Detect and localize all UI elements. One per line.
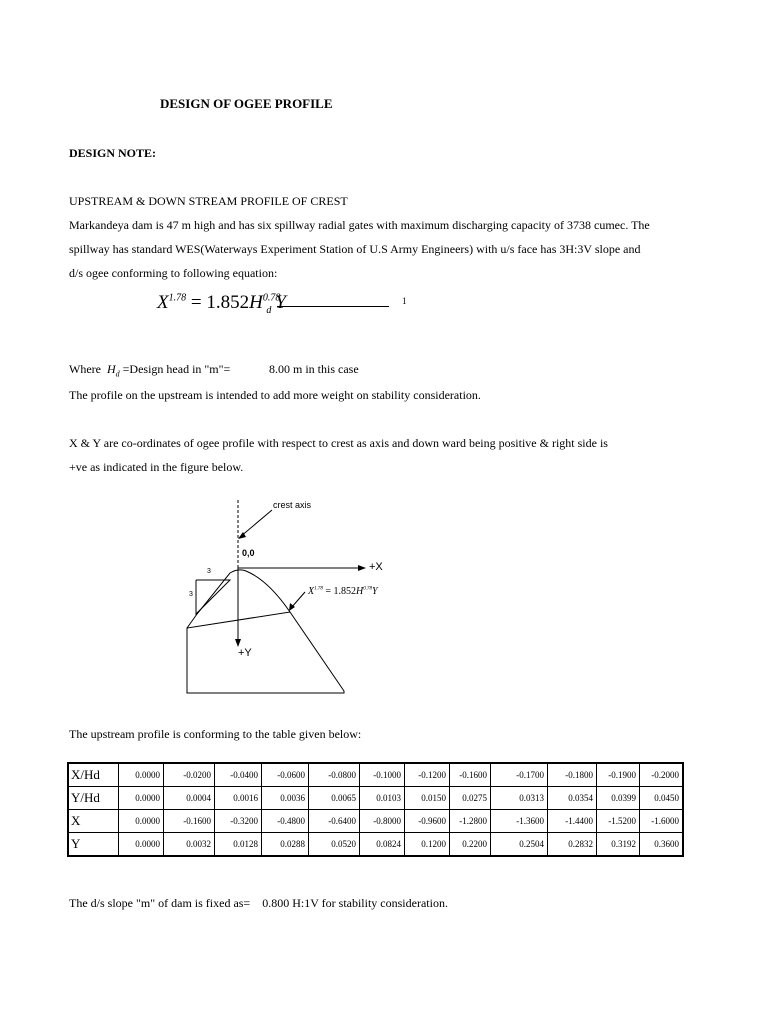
table-cell: -0.8000 [360,810,405,833]
row-label: X/Hd [68,763,119,787]
section-heading: UPSTREAM & DOWN STREAM PROFILE OF CREST [69,194,348,208]
table-intro: The upstream profile is conforming to the table given below: [69,727,362,741]
table-cell: -0.1000 [360,763,405,787]
table-cell: -1.2800 [450,810,491,833]
design-head-line: Where $H_d$ =Design head in "m"= [69,362,231,379]
table-cell: 0.0032 [164,833,215,857]
table-cell: 0.0520 [309,833,360,857]
row-label: Y/Hd [68,787,119,810]
row-label: X [68,810,119,833]
table-cell: 0.0128 [215,833,262,857]
slope-triangle [196,580,230,614]
coord-text-line-1: X & Y are co-ordinates of ogee profile with respect to crest as axis and down ward being positive & right side is [69,436,608,450]
table-cell: -0.4800 [262,810,309,833]
table-cell: 0.2504 [491,833,548,857]
table-cell: -0.0400 [215,763,262,787]
table-cell: -0.0600 [262,763,309,787]
table-cell: 0.0000 [119,810,164,833]
table-cell: -0.1700 [491,763,548,787]
crest-axis-leader [240,510,272,537]
slope-v-label: 3 [189,591,193,598]
table-cell: -0.1800 [548,763,597,787]
table-row [68,810,683,833]
table-cell: 0.0065 [309,787,360,810]
plus-x-label: +X [369,561,383,573]
coord-text-line-2: +ve as indicated in the figure below. [69,460,244,474]
table-cell: -0.1200 [405,763,450,787]
table-cell: 0.0000 [119,833,164,857]
table-cell: -0.0200 [164,763,215,787]
table-cell: 0.0150 [405,787,450,810]
table-cell: 0.0275 [450,787,491,810]
table-cell: -0.0800 [309,763,360,787]
table-cell: 0.1200 [405,833,450,857]
table-cell: 0.0399 [597,787,640,810]
crest-axis-label: crest axis [273,500,312,510]
table-cell: -1.4400 [548,810,597,833]
upstream-note: The profile on the upstream is intended to add more weight on stability consideration. [69,388,481,402]
table-cell: 0.0103 [360,787,405,810]
table-cell: 0.0450 [640,787,684,810]
table-cell: -0.2000 [640,763,684,787]
table-cell: -1.5200 [597,810,640,833]
design-head-value: 8.00 m in this case [269,362,359,376]
slope-h-label: 3 [207,568,211,575]
paragraph-line-2: spillway has standard WES(Waterways Experiment Station of U.S Army Engineers) with u/s face has 3H:3V slope and [69,242,641,256]
slope-line: The d/s slope "m" of dam is fixed as= 0.800 H:1V for stability consideration. [69,896,448,910]
table-cell: 0.0824 [360,833,405,857]
table-cell: 0.0313 [491,787,548,810]
table-cell: -1.6000 [640,810,684,833]
table-cell: -0.9600 [405,810,450,833]
table-cell: -0.1600 [164,810,215,833]
y-axis-arrowhead [235,639,241,647]
figure-equation: $X^{1.78} = 1.852H^{0.78}Y$ [308,586,378,597]
origin-label: 0,0 [242,548,255,558]
table-cell: 0.0036 [262,787,309,810]
table-cell: -0.6400 [309,810,360,833]
row-label: Y [68,833,119,857]
ogee-equation: $X^{1.78} = 1.852H^{0.78}_d$ Y [157,292,286,316]
x-axis-arrowhead [358,565,366,571]
table-cell: 0.2832 [548,833,597,857]
dam-outline [187,612,344,693]
table-cell: 0.3600 [640,833,684,857]
table-row [68,833,683,857]
table-cell: -1.3600 [491,810,548,833]
page-title: DESIGN OF OGEE PROFILE [160,96,333,111]
table-cell: 0.0354 [548,787,597,810]
table-cell: 0.0000 [119,787,164,810]
paragraph-line-1: Markandeya dam is 47 m high and has six spillway radial gates with maximum discharging capacity of 3738 cumec. The [69,218,650,232]
upstream-profile-table [67,762,684,857]
table-cell: 0.0288 [262,833,309,857]
table-cell: 0.0004 [164,787,215,810]
table-row [68,763,683,787]
table-cell: 0.3192 [597,833,640,857]
plus-y-label: +Y [238,647,252,659]
table-cell: -0.3200 [215,810,262,833]
table-cell: 0.2200 [450,833,491,857]
table-cell: 0.0016 [215,787,262,810]
equation-number: 1 [402,296,407,306]
table-cell: -0.1600 [450,763,491,787]
design-note-heading: DESIGN NOTE: [69,146,157,160]
table-row [68,787,683,810]
table-cell: 0.0000 [119,763,164,787]
paragraph-line-3: d/s ogee conforming to following equation: [69,266,278,280]
table-cell: -0.1900 [597,763,640,787]
